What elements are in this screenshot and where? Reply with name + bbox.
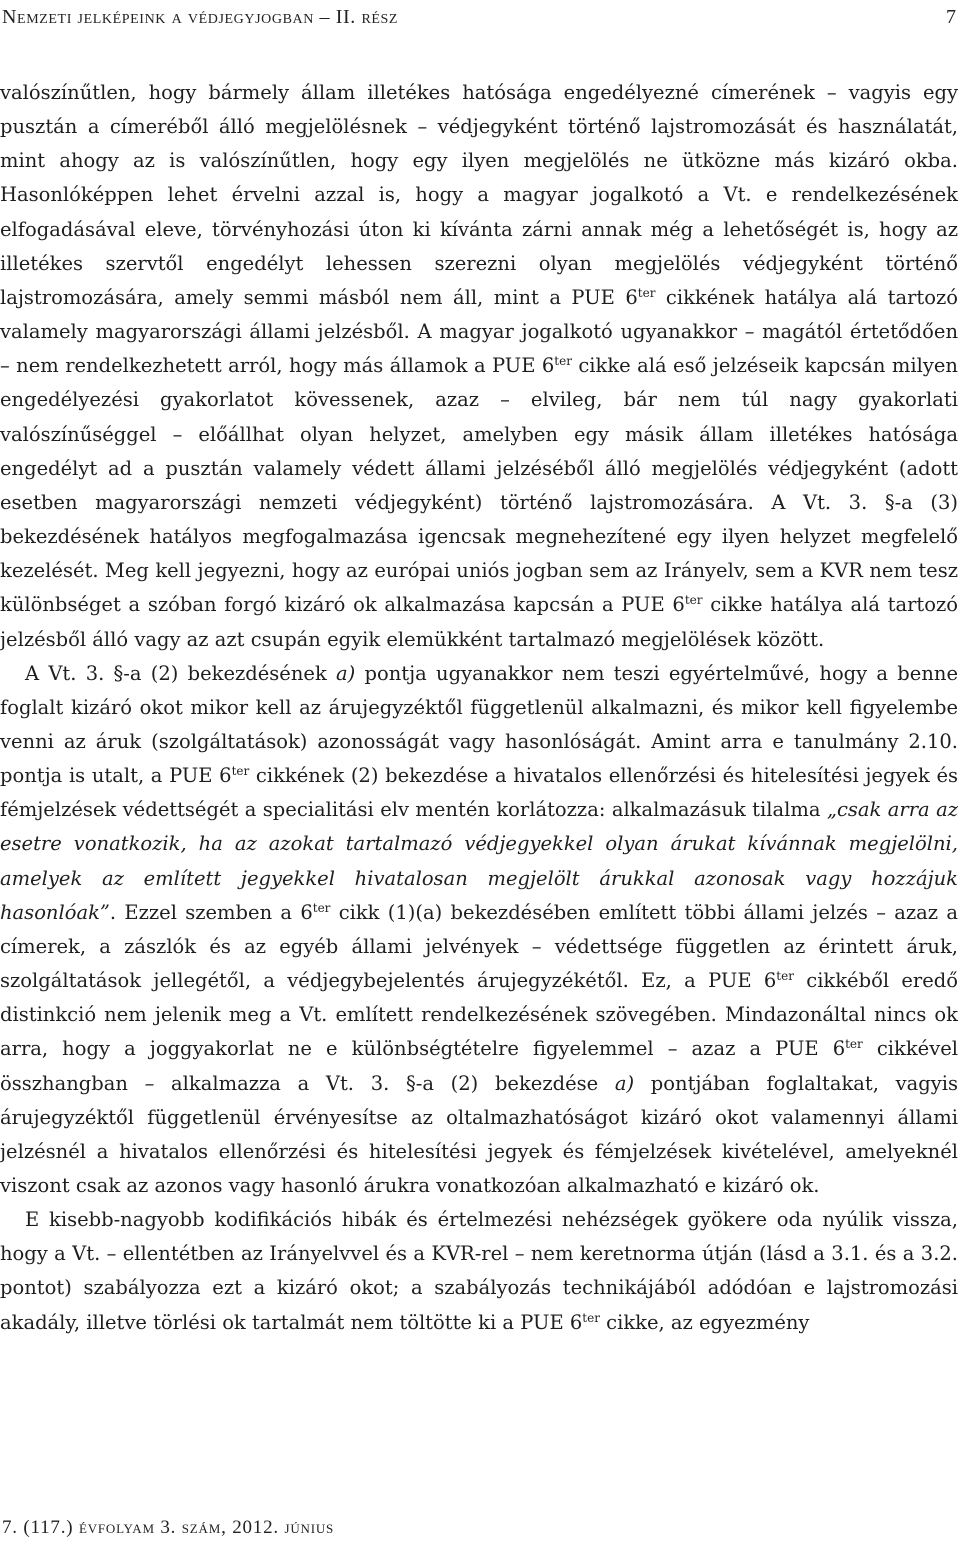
text-run: cikkéből eredő distinkció nem jelenik meg a Vt. említett rendelkezésének szövegében. Mindazonáltal nincs ok arra, hogy a joggyakorlat ne e különbségtételre figyelemmel – azaz a PUE 6	[0, 969, 958, 1061]
text-run: E kisebb-nagyobb kodifikációs hibák és értelmezési nehézségek gyökere oda nyúlik vissza, hogy a Vt. – ellentétben az Irányelvvel és a KVR-rel – nem keretnorma útján (lásd a 3.1. és a 3.2. pontot) szabályozza ezt a kizáró okot; a szabályozás technikájából adódóan e lajstromozási akadály, illetve törlési ok tartalmát nem töltötte ki a PUE 6	[0, 1208, 958, 1334]
page-number: 7	[946, 6, 956, 28]
text-run: cikkének (2) bekezdése a hivatalos ellenőrzési és hitelesítési jegyek és fémjelzések védettségét a specialitási elv mentén korlátozza: alkalmazásuk tilalma	[0, 764, 958, 822]
paragraph-3	[0, 1203, 958, 1340]
italic-text: a)	[614, 1071, 635, 1095]
text-run: cikke hatálya alá tartozó jelzésből álló vagy az azt csupán egyik elemükként tartalmazó megjelölések között.	[0, 593, 959, 651]
text-run: pontjában foglaltakat, vagyis árujegyzéktől függetlenül érvényesítse az oltalmazhatóságot kizáró okot valamennyi állami jelzésnél a hivatalos ellenőrzési és hitelesítési jegyek és fémjelzések kivételével, amelyeknél viszont csak az azonos vagy hasonló árukra vonatkozóan alkalmazható e kizáró ok.	[0, 1071, 958, 1197]
journal-issue-footer: 7. (117.) évfolyam 3. szám, 2012. június	[2, 1517, 335, 1538]
superscript-ter: ter	[845, 1037, 863, 1052]
text-run: cikke, az egyezmény	[599, 1310, 810, 1334]
running-title: Nemzeti jelképeink a védjegyjogban – II. rész	[2, 6, 399, 28]
superscript-ter: ter	[776, 969, 794, 984]
superscript-ter: ter	[554, 354, 572, 369]
superscript-ter: ter	[637, 285, 656, 300]
superscript-ter: ter	[582, 1310, 600, 1325]
superscript-ter: ter	[312, 900, 331, 915]
paragraph-2	[0, 657, 958, 1204]
italic-text: „csak arra az esetre vonatkozik, ha az azokat tartalmazó védjegyekkel olyan árukat kívánnak megjelölni, amelyek az említett jegyekkel hivatalosan megjelölt árukkal azonosak vagy hozzájuk hasonlóak”	[0, 798, 958, 924]
text-run: valószínűtlen, hogy bármely állam illetékes hatósága engedélyezné címerének – vagyis egy pusztán a címeréből álló megjelölésnek – védjegyként történő lajstromozását és használatát, mint ahogy az is valószínűtlen, hogy egy ilyen megjelölés ne ütközne más kizáró okba. Hasonlóképpen lehet érvelni azzal is, hogy a magyar jogalkotó a Vt. e rendelkezésének elfogadásával eleve, törvényhozási úton ki kívánta zárni annak még a lehetőségét is, hogy az illetékes szervtől engedélyt lehessen szerezni olyan megjelölés védjegyként történő lajstromozására, amely semmi másból nem áll, mint a PUE 6	[0, 81, 958, 309]
superscript-ter: ter	[231, 764, 250, 779]
italic-text: a)	[336, 661, 356, 685]
paragraph-1	[0, 76, 958, 657]
text-run: cikkének hatálya alá tartozó valamely magyarországi állami jelzésből. A magyar jogalkotó ugyanakkor – magától értetődően – nem rendelkezhetett arról, hogy más államok a PUE 6	[0, 285, 958, 378]
text-run: pontja ugyanakkor nem teszi egyértelművé, hogy a benne foglalt kizáró okot mikor kell az árujegyzéktől függetlenül alkalmazni, és mikor kell figyelembe venni az áruk (szolgáltatások) azonosságát vagy hasonlóságát. Amint arra e tanulmány 2.10. pontja is utalt, a PUE 6	[0, 661, 958, 788]
text-run: cikk (1)(a) bekezdésében említett többi állami jelzés – azaz a címerek, a zászlók és az egyéb állami jelvények – védettsége független az érintett áruk, szolgáltatások jellegétől, a védjegybejelentés árujegyzékétől. Ez, a PUE 6	[0, 900, 958, 993]
superscript-ter: ter	[684, 593, 703, 608]
text-run: A Vt. 3. §-a (2) bekezdésének	[25, 661, 337, 685]
text-run: cikkével összhangban – alkalmazza a Vt. 3. §-a (2) bekezdése	[0, 1037, 958, 1095]
text-run: . Ezzel szemben a 6	[109, 900, 313, 924]
page-header	[0, 6, 960, 36]
article-body	[0, 76, 958, 1340]
text-run: cikke alá eső jelzéseik kapcsán milyen engedélyezési gyakorlatot kövessenek, azaz – elvileg, bár nem túl nagy gyakorlati valószínűséggel – előállhat olyan helyzet, amelyben egy másik állam illetékes hatósága engedélyt ad a pusztán valamely védett állami jelzéséből álló megjelölés védjegyként (adott esetben magyarországi nemzeti védjegyként) történő lajstromozására. A Vt. 3. §-a (3) bekezdésének hatályos megfogalmazása igencsak megnehezítené egy ilyen helyzet megfelelő kezelését. Meg kell jegyezni, hogy az európai uniós jogban sem az Irányelv, sem a KVR nem tesz különbséget a szóban forgó kizáró ok alkalmazása kapcsán a PUE 6	[0, 354, 958, 617]
